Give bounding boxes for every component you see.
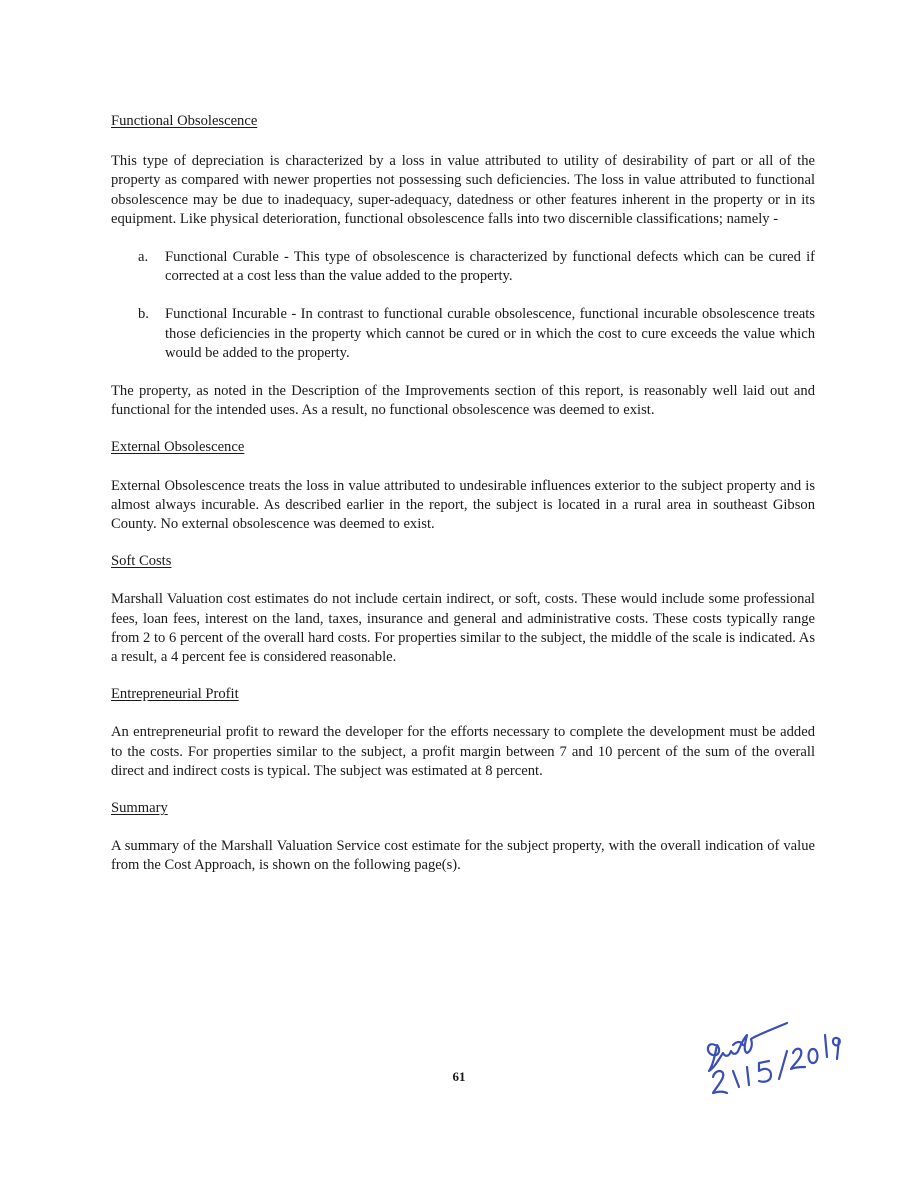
external-obsolescence-body: External Obsolescence treats the loss in value attributed to undesirable influences exterior to the subject property and is almost always incurable. As described earlier in the report, the subject is located in a rural area in southeast Gibson County. No external obsolescence was deemed to exist. (111, 477, 815, 533)
signature-drawing (693, 1005, 843, 1105)
functional-classification-list (111, 248, 815, 363)
entrepreneurial-profit-heading: Entrepreneurial Profit (111, 686, 239, 703)
handwritten-signature (693, 1005, 843, 1105)
entrepreneurial-profit-body: An entrepreneurial profit to reward the developer for the efforts necessary to complete the development must be added to the costs. For properties similar to the subject, a profit margin between 7 and 10 percent of the sum of the overall direct and indirect costs is typical. The subject was estimated at 8 percent. (111, 724, 815, 779)
functional-obsolescence-heading: Functional Obsolescence (111, 113, 258, 129)
functional-obsolescence-intro: This type of depreciation is characterized by a loss in value attributed to utility of desirability of part or all of the property as compared with newer properties not possessing such deficiencies. The loss in value attributed to functional obsolescence may be due to inadequacy, super-adequacy, datedness or other features inherent in the property or in its equipment. Like physical deterioration, functional obsolescence falls into two discernible classifications; namely - (111, 153, 815, 227)
soft-costs-heading: Soft Costs (111, 553, 172, 570)
summary-body: A summary of the Marshall Valuation Service cost estimate for the subject property, with the overall indication of value from the Cost Approach, is shown on the following page(s). (111, 838, 815, 874)
functional-incurable-text: Functional Incurable - In contrast to functional curable obsolescence, functional incurable obsolescence treats those deficiencies in the property which cannot be cured or in which the cost to cure exceeds the value which would be added to the property. (165, 306, 815, 361)
page-content (111, 111, 815, 876)
list-marker: b. (138, 306, 149, 323)
list-item (138, 248, 815, 286)
list-marker: a. (138, 249, 149, 266)
soft-costs-body: Marshall Valuation cost estimates do not include certain indirect, or soft, costs. These would include some professional fees, loan fees, interest on the land, taxes, insurance and general and administrative costs. These costs typically range from 2 to 6 percent of the overall hard costs. For properties similar to the subject, the middle of the scale is indicated. As a result, a 4 percent fee is considered reasonable. (111, 591, 815, 666)
functional-obsolescence-conclusion: The property, as noted in the Description of the Improvements section of this report, is reasonably well laid out and functional for the intended uses. As a result, no functional obsolescence was deemed to exist. (111, 383, 815, 419)
functional-curable-text: Functional Curable - This type of obsolescence is characterized by functional defects which can be cured if corrected at a cost less than the value added to the property. (165, 249, 815, 285)
summary-heading: Summary (111, 800, 168, 817)
page-number: 61 (452, 1069, 466, 1084)
list-item (138, 305, 815, 363)
external-obsolescence-heading: External Obsolescence (111, 439, 245, 456)
